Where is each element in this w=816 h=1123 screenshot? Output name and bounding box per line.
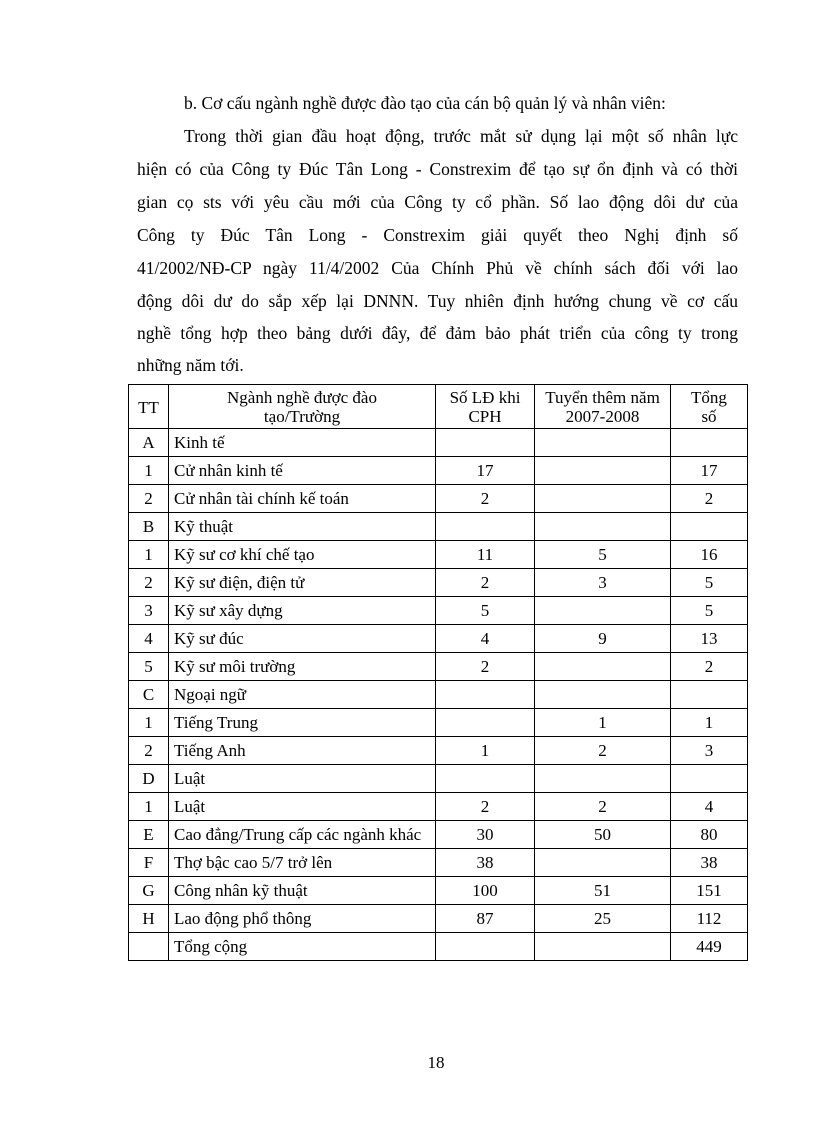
table-row	[129, 709, 748, 737]
paragraph-line: những năm tới.	[137, 355, 244, 375]
cell-tt: F	[129, 849, 169, 877]
cell-tt: C	[129, 681, 169, 709]
cell-count-cph: 2	[436, 653, 535, 681]
cell-profession: Cử nhân tài chính kế toán	[169, 485, 436, 513]
table-row	[129, 933, 748, 961]
cell-count-cph	[436, 933, 535, 961]
table-row	[129, 485, 748, 513]
paragraph-line: hiện có của Công ty Đúc Tân Long - Constrexim để tạo sự ổn định và có thời	[137, 159, 738, 179]
cell-recruit: 2	[535, 737, 671, 765]
cell-count-cph	[436, 513, 535, 541]
table-body	[129, 429, 748, 961]
cell-profession: Luật	[169, 793, 436, 821]
cell-total	[671, 681, 748, 709]
cell-profession: Thợ bậc cao 5/7 trở lên	[169, 849, 436, 877]
cell-recruit	[535, 653, 671, 681]
cell-total: 80	[671, 821, 748, 849]
cell-recruit: 5	[535, 541, 671, 569]
paragraph-line: nghề tổng hợp theo bảng dưới đây, để đảm bảo phát triển của công ty trong	[137, 323, 738, 343]
training-structure-table	[128, 384, 748, 961]
cell-profession: Kỹ sư xây dựng	[169, 597, 436, 625]
cell-recruit	[535, 681, 671, 709]
cell-tt: 4	[129, 625, 169, 653]
cell-tt: H	[129, 905, 169, 933]
cell-tt: 5	[129, 653, 169, 681]
cell-recruit: 1	[535, 709, 671, 737]
cell-count-cph: 4	[436, 625, 535, 653]
header-tt: TT	[129, 385, 169, 429]
cell-recruit	[535, 765, 671, 793]
table-row	[129, 905, 748, 933]
cell-recruit	[535, 597, 671, 625]
cell-count-cph: 87	[436, 905, 535, 933]
cell-profession: Công nhân kỹ thuật	[169, 877, 436, 905]
cell-recruit	[535, 849, 671, 877]
cell-recruit: 51	[535, 877, 671, 905]
cell-count-cph: 2	[436, 485, 535, 513]
paragraph-line: gian cọ sts với yêu cầu mới của Công ty cổ phần. Số lao động dôi dư của	[137, 192, 738, 212]
paragraph-line: Trong thời gian đầu hoạt động, trước mắt sử dụng lại một số nhân lực	[184, 126, 738, 146]
cell-total: 5	[671, 597, 748, 625]
table-row	[129, 513, 748, 541]
cell-count-cph: 100	[436, 877, 535, 905]
cell-tt	[129, 933, 169, 961]
cell-total: 449	[671, 933, 748, 961]
table-row	[129, 681, 748, 709]
table-row	[129, 541, 748, 569]
table-row	[129, 597, 748, 625]
cell-profession: Tiếng Trung	[169, 709, 436, 737]
cell-count-cph: 30	[436, 821, 535, 849]
cell-count-cph: 11	[436, 541, 535, 569]
table-row	[129, 849, 748, 877]
cell-count-cph	[436, 765, 535, 793]
paragraph-line: Công ty Đúc Tân Long - Constrexim giải quyết theo Nghị định số	[137, 225, 738, 245]
cell-total: 151	[671, 877, 748, 905]
table-header-row	[129, 385, 748, 429]
cell-tt: G	[129, 877, 169, 905]
table-row	[129, 653, 748, 681]
header-profession: Ngành nghề được đào tạo/Trường	[169, 385, 436, 429]
cell-total: 16	[671, 541, 748, 569]
cell-total	[671, 513, 748, 541]
cell-recruit: 9	[535, 625, 671, 653]
cell-recruit	[535, 485, 671, 513]
cell-total: 2	[671, 485, 748, 513]
cell-tt: 2	[129, 485, 169, 513]
section-heading: b. Cơ cấu ngành nghề được đào tạo của cán bộ quản lý và nhân viên:	[184, 93, 666, 113]
table-row	[129, 793, 748, 821]
cell-recruit	[535, 933, 671, 961]
cell-profession: Kỹ sư cơ khí chế tạo	[169, 541, 436, 569]
cell-tt: D	[129, 765, 169, 793]
table-row	[129, 569, 748, 597]
cell-profession: Ngoại ngữ	[169, 681, 436, 709]
cell-recruit	[535, 429, 671, 457]
cell-recruit: 50	[535, 821, 671, 849]
cell-profession: Cao đẳng/Trung cấp các ngành khác	[169, 821, 436, 849]
table-row	[129, 877, 748, 905]
cell-count-cph	[436, 709, 535, 737]
cell-profession: Tổng cộng	[169, 933, 436, 961]
cell-count-cph: 5	[436, 597, 535, 625]
cell-profession: Kỹ sư điện, điện tử	[169, 569, 436, 597]
cell-tt: 2	[129, 737, 169, 765]
cell-total: 5	[671, 569, 748, 597]
cell-total: 2	[671, 653, 748, 681]
cell-tt: 1	[129, 709, 169, 737]
cell-profession: Cử nhân kinh tế	[169, 457, 436, 485]
cell-recruit: 25	[535, 905, 671, 933]
cell-profession: Lao động phổ thông	[169, 905, 436, 933]
cell-total: 13	[671, 625, 748, 653]
cell-profession: Kỹ sư đúc	[169, 625, 436, 653]
table-row	[129, 429, 748, 457]
cell-recruit	[535, 457, 671, 485]
paragraph-line: động dôi dư do sắp xếp lại DNNN. Tuy nhiên định hướng chung về cơ cấu	[137, 291, 738, 311]
cell-total: 17	[671, 457, 748, 485]
cell-count-cph: 38	[436, 849, 535, 877]
cell-count-cph	[436, 429, 535, 457]
page-number: 18	[427, 1053, 445, 1072]
cell-profession: Kỹ thuật	[169, 513, 436, 541]
paragraph-line: 41/2002/NĐ-CP ngày 11/4/2002 Của Chính Phủ về chính sách đối với lao	[137, 258, 738, 278]
table-row	[129, 625, 748, 653]
cell-tt: B	[129, 513, 169, 541]
cell-total: 112	[671, 905, 748, 933]
cell-tt: 1	[129, 541, 169, 569]
cell-profession: Kỹ sư môi trường	[169, 653, 436, 681]
cell-count-cph: 2	[436, 793, 535, 821]
cell-count-cph: 2	[436, 569, 535, 597]
cell-recruit: 3	[535, 569, 671, 597]
table-row	[129, 457, 748, 485]
cell-profession: Luật	[169, 765, 436, 793]
cell-recruit	[535, 513, 671, 541]
cell-total: 38	[671, 849, 748, 877]
cell-count-cph	[436, 681, 535, 709]
cell-profession: Kinh tế	[169, 429, 436, 457]
table-row	[129, 821, 748, 849]
table-row	[129, 765, 748, 793]
table-row	[129, 737, 748, 765]
cell-tt: E	[129, 821, 169, 849]
cell-recruit: 2	[535, 793, 671, 821]
cell-tt: 1	[129, 793, 169, 821]
cell-total	[671, 429, 748, 457]
header-count-cph: Số LĐ khi CPH	[436, 385, 535, 429]
cell-tt: 3	[129, 597, 169, 625]
cell-total: 4	[671, 793, 748, 821]
header-total: Tổng số	[671, 385, 748, 429]
cell-count-cph: 1	[436, 737, 535, 765]
cell-total	[671, 765, 748, 793]
cell-total: 3	[671, 737, 748, 765]
cell-tt: 1	[129, 457, 169, 485]
cell-total: 1	[671, 709, 748, 737]
cell-tt: A	[129, 429, 169, 457]
cell-tt: 2	[129, 569, 169, 597]
header-recruit: Tuyển thêm năm 2007-2008	[535, 385, 671, 429]
cell-profession: Tiếng Anh	[169, 737, 436, 765]
cell-count-cph: 17	[436, 457, 535, 485]
